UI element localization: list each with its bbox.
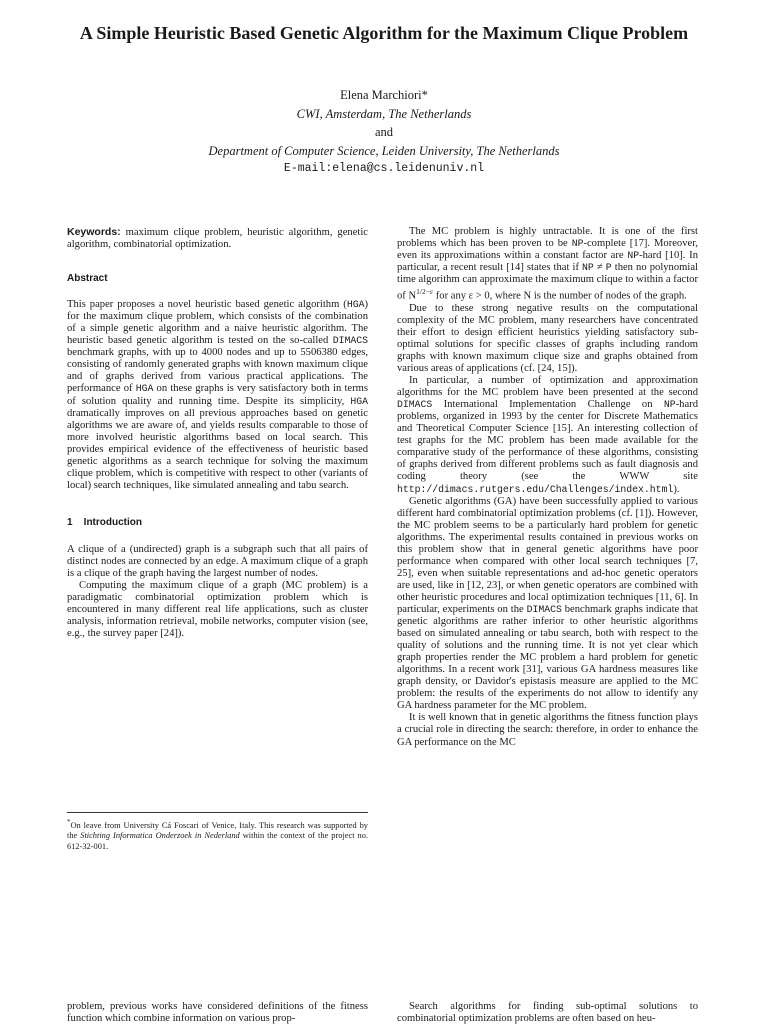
right-paragraph-1: The MC problem is highly untractable. It is one of the first problems which has been proven to be NP-complete [17]. Moreover, even its approximations within a constant factor are NP-hard [10]. In particular, a recent result [14] states that if NP ≠ P then no polynomial time algorithm can approximate the maximum clique to within a factor of $N^{1/2-\varepsilon}$ for any ε > 0, where N is the number of nodes of the graph. — [397, 226, 698, 302]
introduction-heading: 1 Introduction — [67, 516, 142, 528]
footnote-italic: Stichting Informatica Onderzoek in Nederland — [80, 831, 240, 841]
footnote — [67, 812, 368, 853]
footnote-mark: * — [67, 818, 71, 826]
author-email: E-mail:elena@cs.leidenuniv.nl — [283, 162, 485, 175]
right-column — [397, 226, 698, 749]
introduction-paragraph-2: Computing the maximum clique of a graph (MC problem) is a paradigmatic combinatorial optimization problem which is encountered in many different real life applications, such as cluster analysis, information retrieval, mobile networks, computer vision (see, e.g., the survey paper [24]). — [67, 580, 368, 640]
affiliation-cwi: CWI, Amsterdam, The Netherlands — [296, 106, 472, 121]
left-column — [67, 226, 368, 640]
footnote-post: within the context of the project no. 612-32-001. — [67, 831, 369, 851]
right-paragraph-5: It is well known that in genetic algorithms the fitness function plays a crucial role in directing the search: therefore, in order to enhance the GA performance on the MC — [397, 712, 698, 748]
right-paragraph-4: Genetic algorithms (GA) have been successfully applied to various different hard combinatorial optimization problems (cf. [1]). However, the MC problem seems to be a particularly hard problem for genetic algorithms. The experimental results contained in previous works on this problem show that in general genetic algorithms have poor performance when compared with other local search techniques [7, 25], even when suitable representations and ad-hoc genetic operators are used, like in [12, 23], or when genetic operators are combined with other heuristic procedures and local optimization techniques [11, 6]. In particular, experiments on the DIMACS benchmark graphs indicate that genetic algorithms are rather inferior to other heuristic algorithms based on simulated annealing or tabu search, both with respect to the quality of solutions and the running time. It is not yet clear which graph properties render the MC problem a hard problem for genetic algorithms. In a recent work [31], various GA hardness measures like graph density, or Davidor's epistasis measure are applied to the MC problem: the results of the experiments do not allow to identify any GA hardness parameter for the MC problem. — [397, 495, 698, 712]
keywords-paragraph — [67, 226, 368, 251]
affiliation-and: and — [374, 125, 394, 139]
right-paragraph-2: Due to these strong negative results on the computational complexity of the MC problem, many researchers have concentrated their effort to design efficient heuristics yielding satisfactory sub-optimal solutions for specific classes of graphs including random graphs with known maximum clique size and graphs obtained from various areas of applications (cf. [24, 15]). — [397, 302, 698, 375]
next-page-right-text: Search algorithms for finding sub-optimal solutions to combinatorial optimization problems are often based on heu- — [397, 1001, 698, 1025]
author-name: Elena Marchiori* — [340, 88, 428, 102]
author-block — [40, 86, 728, 179]
right-paragraph-3: In particular, a number of optimization and approximation algorithms for the MC problem have been presented at the second DIMACS International Implementation Challenge on NP-hard problems, organized in 1993 by the center for Discrete Mathematics and Theoretical Computer Science [15]. An interesting collection of test graphs for the MC problem has been made available for the comparative study of the performance of these algorithms, consisting of graphs derived from different problems such as fault diagnosis and coding theory (see the WWW site http://dimacs.rutgers.edu/Challenges/index.html). — [397, 375, 698, 495]
abstract-heading: Abstract — [67, 273, 108, 285]
keywords-text: maximum clique problem, heuristic algorithm, genetic algorithm, combinatorial optimization. — [67, 227, 368, 251]
affiliation-leiden: Department of Computer Science, Leiden University, The Netherlands — [208, 143, 560, 158]
paper-title: A Simple Heuristic Based Genetic Algorithm for the Maximum Clique Problem — [79, 23, 689, 43]
introduction-paragraph-1: A clique of a (undirected) graph is a subgraph such that all pairs of distinct nodes are connected by an edge. A maximum clique of a graph is a clique of the graph having the largest number of nodes. — [67, 543, 368, 580]
footnote-pre: On leave from University Cá Foscari of Venice, Italy. This research was supported by the — [67, 820, 368, 841]
abstract-text: This paper proposes a novel heuristic based genetic algorithm (HGA) for the maximum clique problem, which consists of the combination of a simple genetic algorithm and a naive heuristic algorithm. The heuristic based genetic algorithm is tested on the so-called DIMACS benchmark graphs, with up to 4000 nodes and up to 5506380 edges, consisting of randomly generated graphs with known maximum clique and of graphs derived from various practical applications. The performance of HGA on these graphs is very satisfactory both in terms of solution quality and running time. Despite its simplicity, HGA dramatically improves on all previous approaches based on genetic algorithms we are aware of, and yields results comparable to those of more involved heuristic algorithms based on local search. This provides empirical evidence of the effectiveness of heuristic based genetic algorithms as a search technique for solving the maximum clique problem, which is competitive with respect to other (variants of local) search techniques, like simulated annealing and tabu search. — [67, 299, 368, 491]
next-page-left-text: problem, previous works have considered definitions of the fitness function which combine information on various prop- — [67, 1001, 368, 1025]
keywords-label: Keywords: — [67, 226, 121, 238]
